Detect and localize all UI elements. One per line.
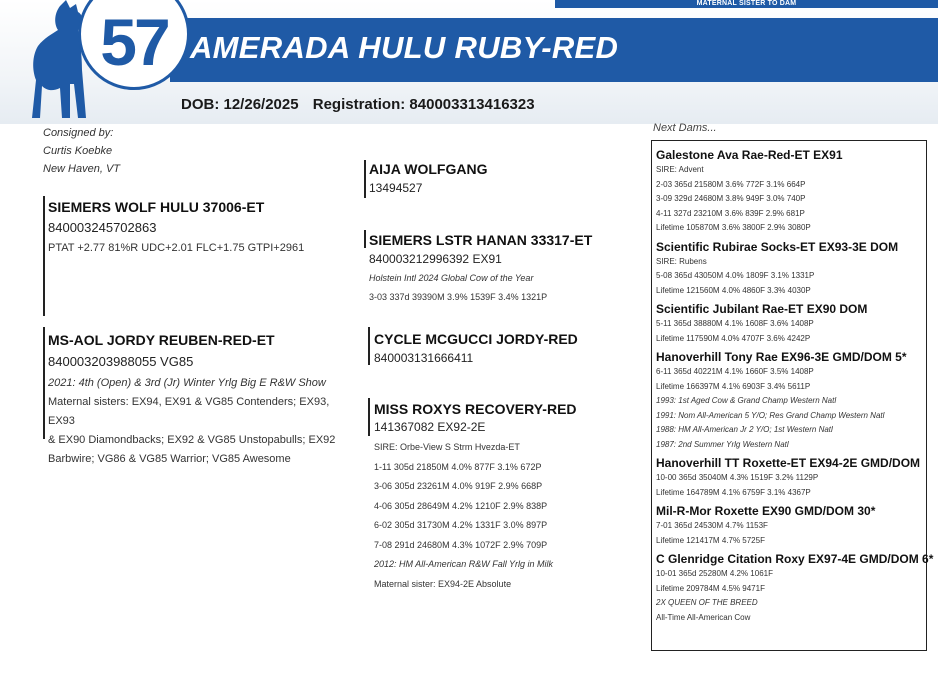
- next-dams-box: [651, 140, 934, 651]
- next-dam-detail-line: 6-11 365d 40221M 4.1% 1660F 3.5% 1408P: [656, 367, 814, 376]
- dam-honor: 2021: 4th (Open) & 3rd (Jr) Winter Yrlg Big E R&W Show: [48, 377, 326, 389]
- next-dam-detail-line: 7-01 365d 24530M 4.7% 1153F: [656, 521, 768, 530]
- dam-sire-bracket-line: [368, 327, 370, 365]
- next-dam-detail-line: Lifetime 105870M 3.6% 3800F 2.9% 3080P: [656, 223, 811, 232]
- sire-sire-name: AIJA WOLFGANG: [369, 161, 488, 177]
- next-dam-detail-line: 5-11 365d 38880M 4.1% 1608F 3.6% 1408P: [656, 319, 814, 328]
- sire-sire-reg: 13494527: [369, 181, 423, 195]
- next-dam-detail-line: 4-11 327d 23210M 3.6% 839F 2.9% 681P: [656, 208, 805, 218]
- dam-dam-sire: SIRE: Orbe-View S Strm Hvezda-ET: [374, 442, 520, 452]
- next-dam-detail-line: 1988: HM All-American Jr 2 Y/O; 1st Western Natl: [656, 425, 833, 434]
- dam-sisters-line-3: Barbwire; VG86 & VG85 Warrior; VG85 Awesome: [48, 453, 291, 465]
- consignor-block: [43, 124, 120, 178]
- next-dam-detail-line: Lifetime 121560M 4.0% 4860F 3.3% 4030P: [656, 285, 811, 295]
- dam-dam-record: 7-08 291d 24680M 4.3% 1072F 2.9% 709P: [374, 539, 548, 550]
- sire-reg: 840003245702863: [48, 220, 157, 235]
- next-dam-detail-line: Lifetime 166397M 4.1% 6903F 3.4% 5611P: [656, 381, 811, 391]
- dam-dam-bracket-line: [368, 398, 370, 436]
- next-dam-entry: [656, 301, 922, 346]
- next-dam-entry: [656, 455, 922, 500]
- next-dams-label: Next Dams...: [653, 122, 717, 134]
- dam-dam-records: [374, 438, 553, 594]
- dam-dam-record: 3-06 305d 23261M 4.0% 919F 2.9% 668P: [374, 481, 543, 491]
- sire-dam-name: SIEMERS LSTR HANAN 33317-ET: [369, 232, 593, 248]
- next-dam-name: Scientific Rubirae Socks-ET EX93-3E DOM: [656, 239, 899, 254]
- dam-dam-record: 1-11 305d 21850M 4.0% 877F 3.1% 672P: [374, 461, 542, 472]
- next-dam-entry: [656, 147, 922, 236]
- next-dam-detail-line: Lifetime 117590M 4.0% 4707F 3.6% 4242P: [656, 333, 811, 343]
- dam-sisters-line-2: & EX90 Diamondbacks; EX92 & VG85 Unstopabulls; EX92: [48, 434, 336, 446]
- next-dam-detail-line: 10-01 365d 25280M 4.2% 1061F: [656, 569, 773, 578]
- dam-sisters-line-1: Maternal sisters: EX94, EX91 & VG85 Contenders; EX93, EX93: [48, 396, 330, 427]
- dam-bracket-line: [43, 327, 45, 439]
- next-dam-name: Scientific Jubilant Rae-ET EX90 DOM: [656, 302, 868, 316]
- next-dam-detail-line: 2-03 365d 21580M 3.6% 772F 3.1% 664P: [656, 179, 806, 189]
- dam-sire-reg: 840003131666411: [374, 351, 474, 365]
- sire-proof: PTAT +2.77 81%R UDC+2.01 FLC+1.75 GTPI+2961: [48, 242, 305, 254]
- next-dam-detail-line: 1991: Nom All-American 5 Y/O; Res Grand Champ Western Natl: [656, 410, 885, 420]
- next-dam-detail-line: 1987: 2nd Summer Yrlg Western Natl: [656, 439, 789, 449]
- sire-name: SIEMERS WOLF HULU 37006-ET: [48, 199, 265, 215]
- next-dam-entry: [656, 503, 922, 548]
- dam-dam-note: Maternal sister: EX94-2E Absolute: [374, 578, 512, 589]
- dam-dam-honor: 2012: HM All-American R&W Fall Yrlg in Milk: [374, 559, 554, 569]
- sire-sire-bracket-line: [364, 160, 366, 198]
- dob: DOB: 12/26/2025: [181, 96, 299, 113]
- sire-dam-bracket-line: [364, 230, 366, 248]
- next-dam-detail-line: SIRE: Rubens: [656, 256, 707, 266]
- next-dam-detail-line: Lifetime 209784M 4.5% 9471F: [656, 583, 765, 593]
- dam-dam-name: MISS ROXYS RECOVERY-RED: [374, 401, 577, 417]
- dam-reg: 840003203988055 VG85: [48, 354, 194, 369]
- sire-dam-honor: Holstein Intl 2024 Global Cow of the Year: [369, 273, 534, 283]
- dob-registration-line: [181, 96, 545, 113]
- next-dam-entry: [656, 349, 922, 452]
- next-dam-entry: [656, 551, 934, 625]
- dam-dam-record: 4-06 305d 28649M 4.2% 1210F 2.9% 838P: [374, 500, 548, 511]
- lot-number: 57: [100, 5, 168, 79]
- next-dam-detail-line: SIRE: Advent: [656, 165, 704, 174]
- consignor-location: New Haven, VT: [43, 163, 121, 175]
- next-dam-name: Hanoverhill TT Roxette-ET EX94-2E GMD/DOM: [656, 456, 921, 470]
- dam-sire-name: CYCLE MCGUCCI JORDY-RED: [374, 331, 578, 347]
- next-dam-name: Galestone Ava Rae-Red-ET EX91: [656, 148, 843, 162]
- consignor-name: Curtis Koebke: [43, 145, 113, 157]
- next-dam-name: Mil-R-Mor Roxette EX90 GMD/DOM 30*: [656, 504, 876, 518]
- registration: Registration: 840003313416323: [312, 96, 535, 113]
- top-strip: MATERNAL SISTER TO DAM: [555, 0, 938, 8]
- dam-details: [48, 374, 343, 469]
- next-dam-name: C Glenridge Citation Roxy EX97-4E GMD/DOM 6*: [656, 552, 934, 566]
- lot-name: AMERADA HULU RUBY-RED: [190, 30, 619, 65]
- next-dam-detail-line: All-Time All-American Cow: [656, 612, 751, 622]
- consignor-label: Consigned by:: [43, 127, 114, 139]
- sire-bracket-line: [43, 196, 45, 316]
- sire-dam-record: 3-03 337d 39390M 3.9% 1539F 3.4% 1321P: [369, 292, 548, 302]
- next-dam-detail-line: Lifetime 121417M 4.7% 5725F: [656, 535, 765, 545]
- next-dam-name: Hanoverhill Tony Rae EX96-3E GMD/DOM 5*: [656, 350, 907, 364]
- next-dam-entry: [656, 239, 922, 299]
- dam-dam-record: 6-02 305d 31730M 4.2% 1331F 3.0% 897P: [374, 520, 548, 530]
- dam-name: MS-AOL JORDY REUBEN-RED-ET: [48, 332, 275, 348]
- next-dam-detail-line: 1993: 1st Aged Cow & Grand Champ Western Natl: [656, 396, 837, 405]
- next-dam-detail-line: 5-08 365d 43050M 4.0% 1809F 3.1% 1331P: [656, 271, 815, 280]
- next-dam-detail-line: 10-00 365d 35040M 4.3% 1519F 3.2% 1129P: [656, 473, 819, 482]
- next-dam-detail-line: Lifetime 164789M 4.1% 6759F 3.1% 4367P: [656, 487, 811, 497]
- dam-dam-reg: 141367082 EX92-2E: [374, 420, 486, 434]
- sire-dam-reg: 840003212996392 EX91: [369, 252, 502, 266]
- next-dam-detail-line: 2X QUEEN OF THE BREED: [656, 598, 758, 607]
- next-dam-detail-line: 3-09 329d 24680M 3.8% 949F 3.0% 740P: [656, 194, 806, 203]
